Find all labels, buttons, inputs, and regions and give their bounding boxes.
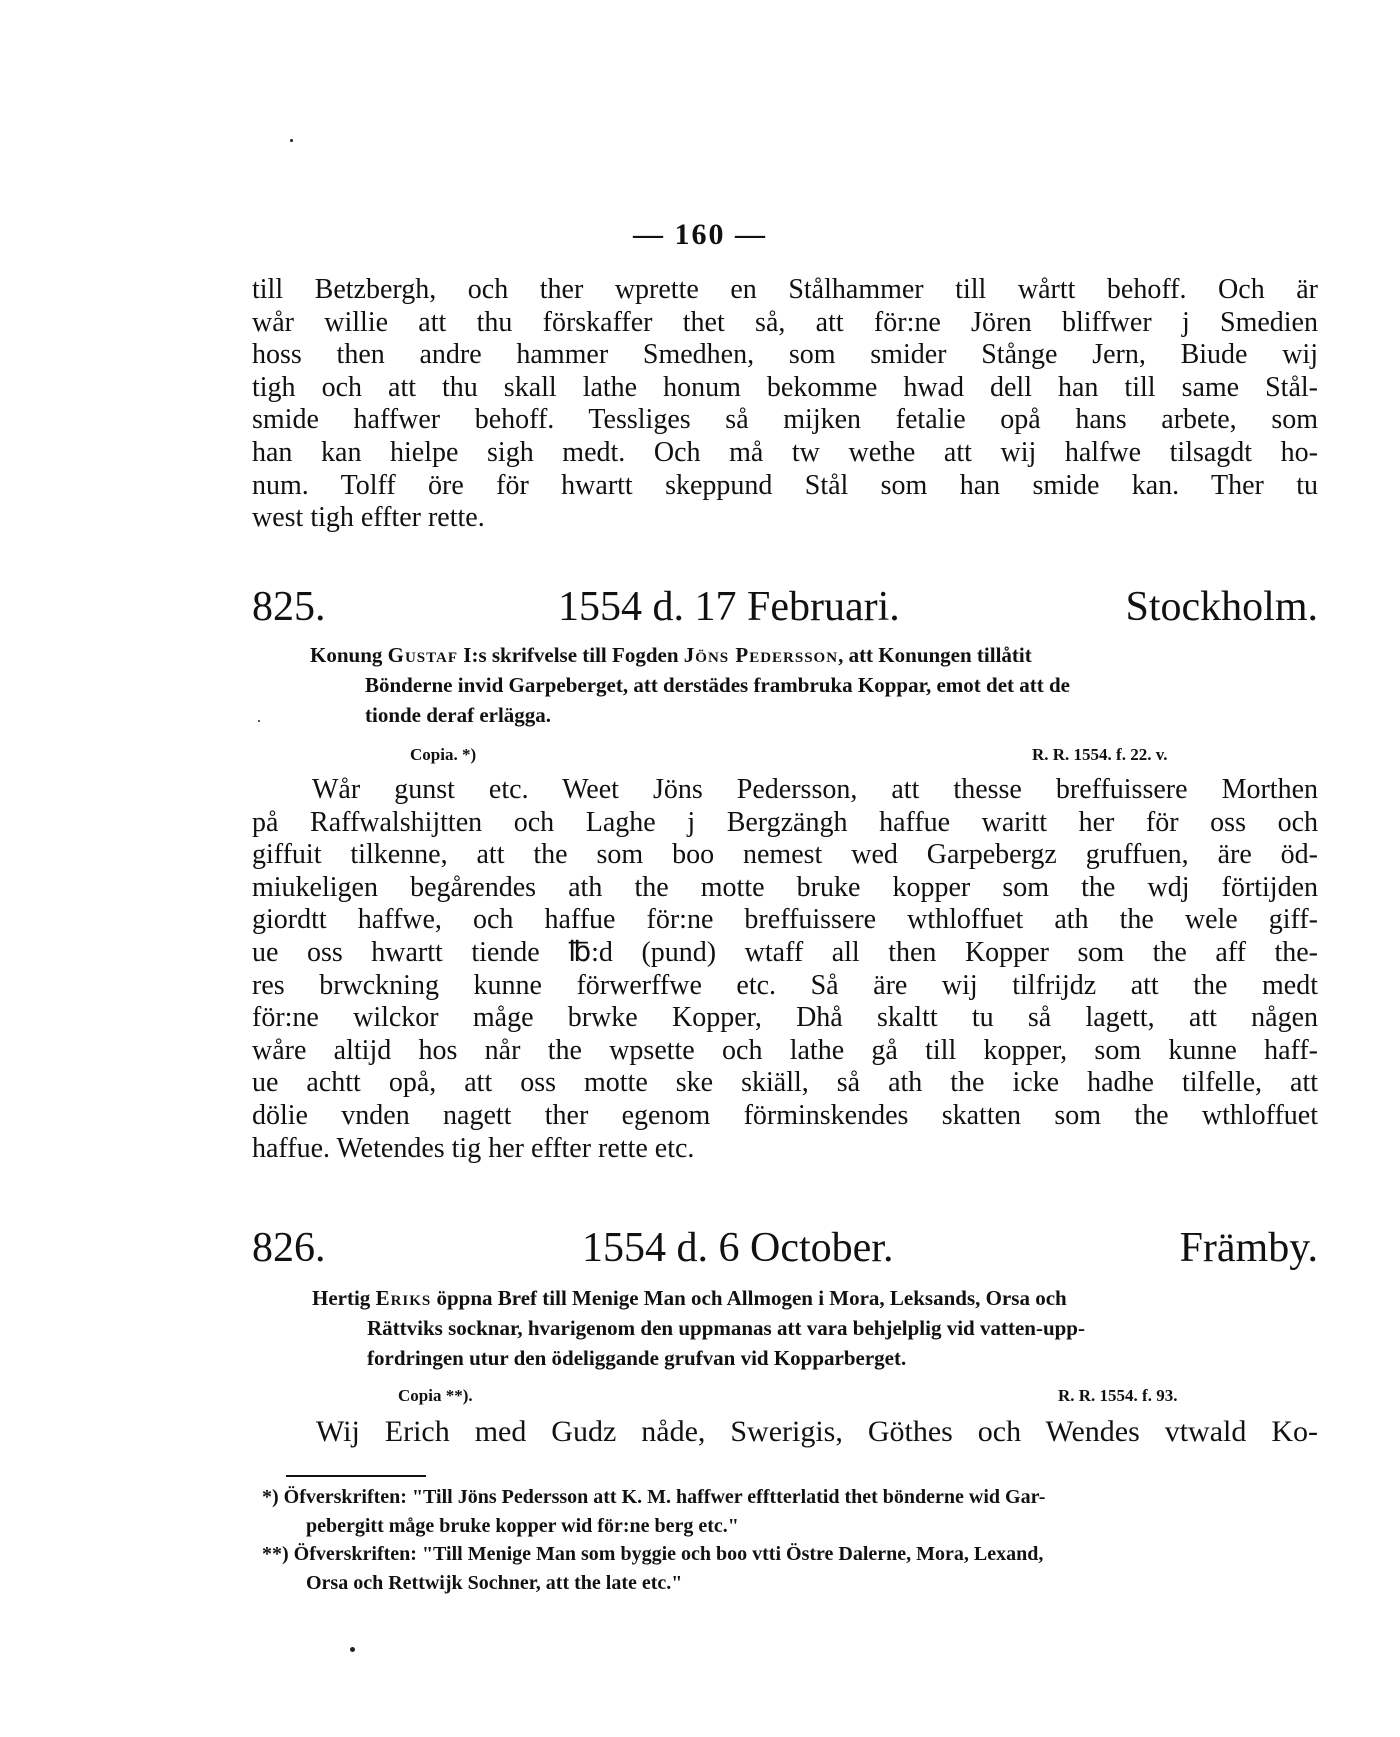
footnote-divider: [286, 1475, 426, 1477]
text-line: ue oss hwartt tiende ℔:d (pund) wtaff all then Kopper som the aff the-: [252, 936, 1318, 968]
entry-body-825: [252, 774, 1318, 1165]
text-line: hoss then andre hammer Smedhen, som smider Stånge Jern, Biude wij: [252, 339, 1318, 371]
text-line: Wår gunst etc. Weet Jöns Pedersson, att thesse breffuissere Morthen: [312, 774, 1318, 805]
footnote-line: Orsa och Rettwijk Sochner, att the late etc.": [306, 1571, 683, 1594]
entry-place: Stockholm.: [1125, 584, 1318, 630]
summary-line: Bönderne invid Garpeberget, att derstädes frambruka Koppar, emot det att de: [365, 673, 1071, 697]
footnote-line: **) Öfverskriften: "Till Menige Man som byggie och boo vtti Östre Dalerne, Mora, Lexand,: [262, 1543, 1044, 1565]
summary-line: Rättviks socknar, hvarigenom den uppmanas att vara behjelplig vid vatten-upp-: [367, 1316, 1085, 1340]
summary-line: fordringen utur den ödeliggande grufvan vid Kopparberget.: [367, 1346, 907, 1370]
text-line: giffuit tilkenne, att the som boo nemest wed Garpebergz gruffuen, äre öd-: [252, 839, 1318, 871]
entry-summary-825: [310, 640, 1320, 730]
print-speck: [258, 720, 260, 722]
text-line: tigh och att thu skall lathe honum bekomme hwad dell han till same Stål-: [252, 371, 1318, 403]
summary-suffix: , att Konungen tillåtit: [838, 643, 1032, 667]
entry-number: 826.: [252, 1225, 326, 1271]
king-name: Gustaf: [387, 643, 459, 667]
text-line: num. Tolff öre för hwartt skeppund Stål som han smide kan. Ther tu: [252, 469, 1318, 501]
print-speck: [290, 139, 293, 142]
entry-body-826: [252, 1416, 1318, 1449]
opening-paragraph: [252, 274, 1318, 535]
entry-summary-826: [312, 1283, 1322, 1373]
duke-name: Eriks: [375, 1286, 432, 1310]
entry-place: Främby.: [1179, 1225, 1318, 1271]
text-line: west tigh effter rette.: [252, 502, 485, 534]
copia-note: Copia. *): [410, 745, 477, 764]
text-line: han kan hielpe sigh medt. Och må tw wethe att wij halfwe tilsagdt ho-: [252, 436, 1318, 468]
summary-prefix: Konung: [310, 643, 383, 667]
text-line: wåre altijd hos når the wpsette och lathe gå till kopper, som kunne haff-: [252, 1034, 1318, 1066]
footnote-line: pebergitt måge bruke kopper wid för:ne berg etc.": [306, 1514, 739, 1537]
entry-date: 1554 d. 17 Februari.: [558, 584, 900, 630]
text-line: till Betzbergh, och ther wprette en Stålhammer till wårtt behoff. Och är: [252, 274, 1318, 305]
summary-line: [310, 640, 1320, 670]
text-line: haffue. Wetendes tig her effter rette etc.: [252, 1132, 695, 1164]
text-line: Wij Erich med Gudz nåde, Swerigis, Göthes och Wendes vtwald Ko-: [316, 1415, 1318, 1448]
archive-reference: R. R. 1554. f. 22. v.: [1032, 745, 1168, 764]
print-speck: [350, 1647, 355, 1652]
summary-prefix: Hertig: [312, 1286, 371, 1310]
footnotes: [262, 1483, 1322, 1597]
entry-date: 1554 d. 6 October.: [582, 1225, 894, 1271]
text-line: dölie vnden nagett ther egenom förminskendes skatten som the wthloffuet: [252, 1099, 1318, 1131]
text-line: smide haffwer behoff. Tessliges så mijken fetalie opå hans arbete, som: [252, 404, 1318, 436]
archive-reference: R. R. 1554. f. 93.: [1058, 1386, 1178, 1405]
copia-note: Copia **).: [398, 1386, 473, 1405]
text-line: ue achtt opå, att oss motte ske skiäll, så ath the icke hadhe tilfelle, att: [252, 1067, 1318, 1099]
bailiff-name: Jöns Pedersson: [683, 643, 839, 667]
text-line: på Raffwalshijtten och Laghe j Bergzängh haffue waritt her för oss och: [252, 806, 1318, 838]
summary-middle: öppna Bref till Menige Man och Allmogen i Mora, Leksands, Orsa och: [436, 1286, 1067, 1310]
footnote-line: *) Öfverskriften: "Till Jöns Pedersson att K. M. haffwer efftterlatid thet bönderne wid Gar-: [262, 1486, 1046, 1508]
text-line: res brwckning kunne förwerffwe etc. Så äre wij tilfrijdz att the medt: [252, 969, 1318, 1001]
entry-heading-826: [252, 1224, 1318, 1270]
summary-line: [312, 1283, 1322, 1313]
text-line: miukeligen begårendes ath the motte bruke kopper som the wdj förtijden: [252, 871, 1318, 903]
summary-middle: I:s skrifvelse till Fogden: [463, 643, 679, 667]
text-line: giordtt haffwe, och haffue för:ne breffuissere wthloffuet ath the wele giff-: [252, 904, 1318, 936]
summary-line: tionde deraf erlägga.: [365, 703, 552, 727]
text-line: wår willie att thu förskaffer thet så, att för:ne Jören bliffwer j Smedien: [252, 306, 1318, 338]
page-number: — 160 —: [633, 218, 767, 251]
text-line: för:ne wilckor måge brwke Kopper, Dhå skaltt tu så lagett, att någen: [252, 1002, 1318, 1034]
entry-number: 825.: [252, 584, 326, 630]
entry-heading-825: [252, 583, 1318, 629]
